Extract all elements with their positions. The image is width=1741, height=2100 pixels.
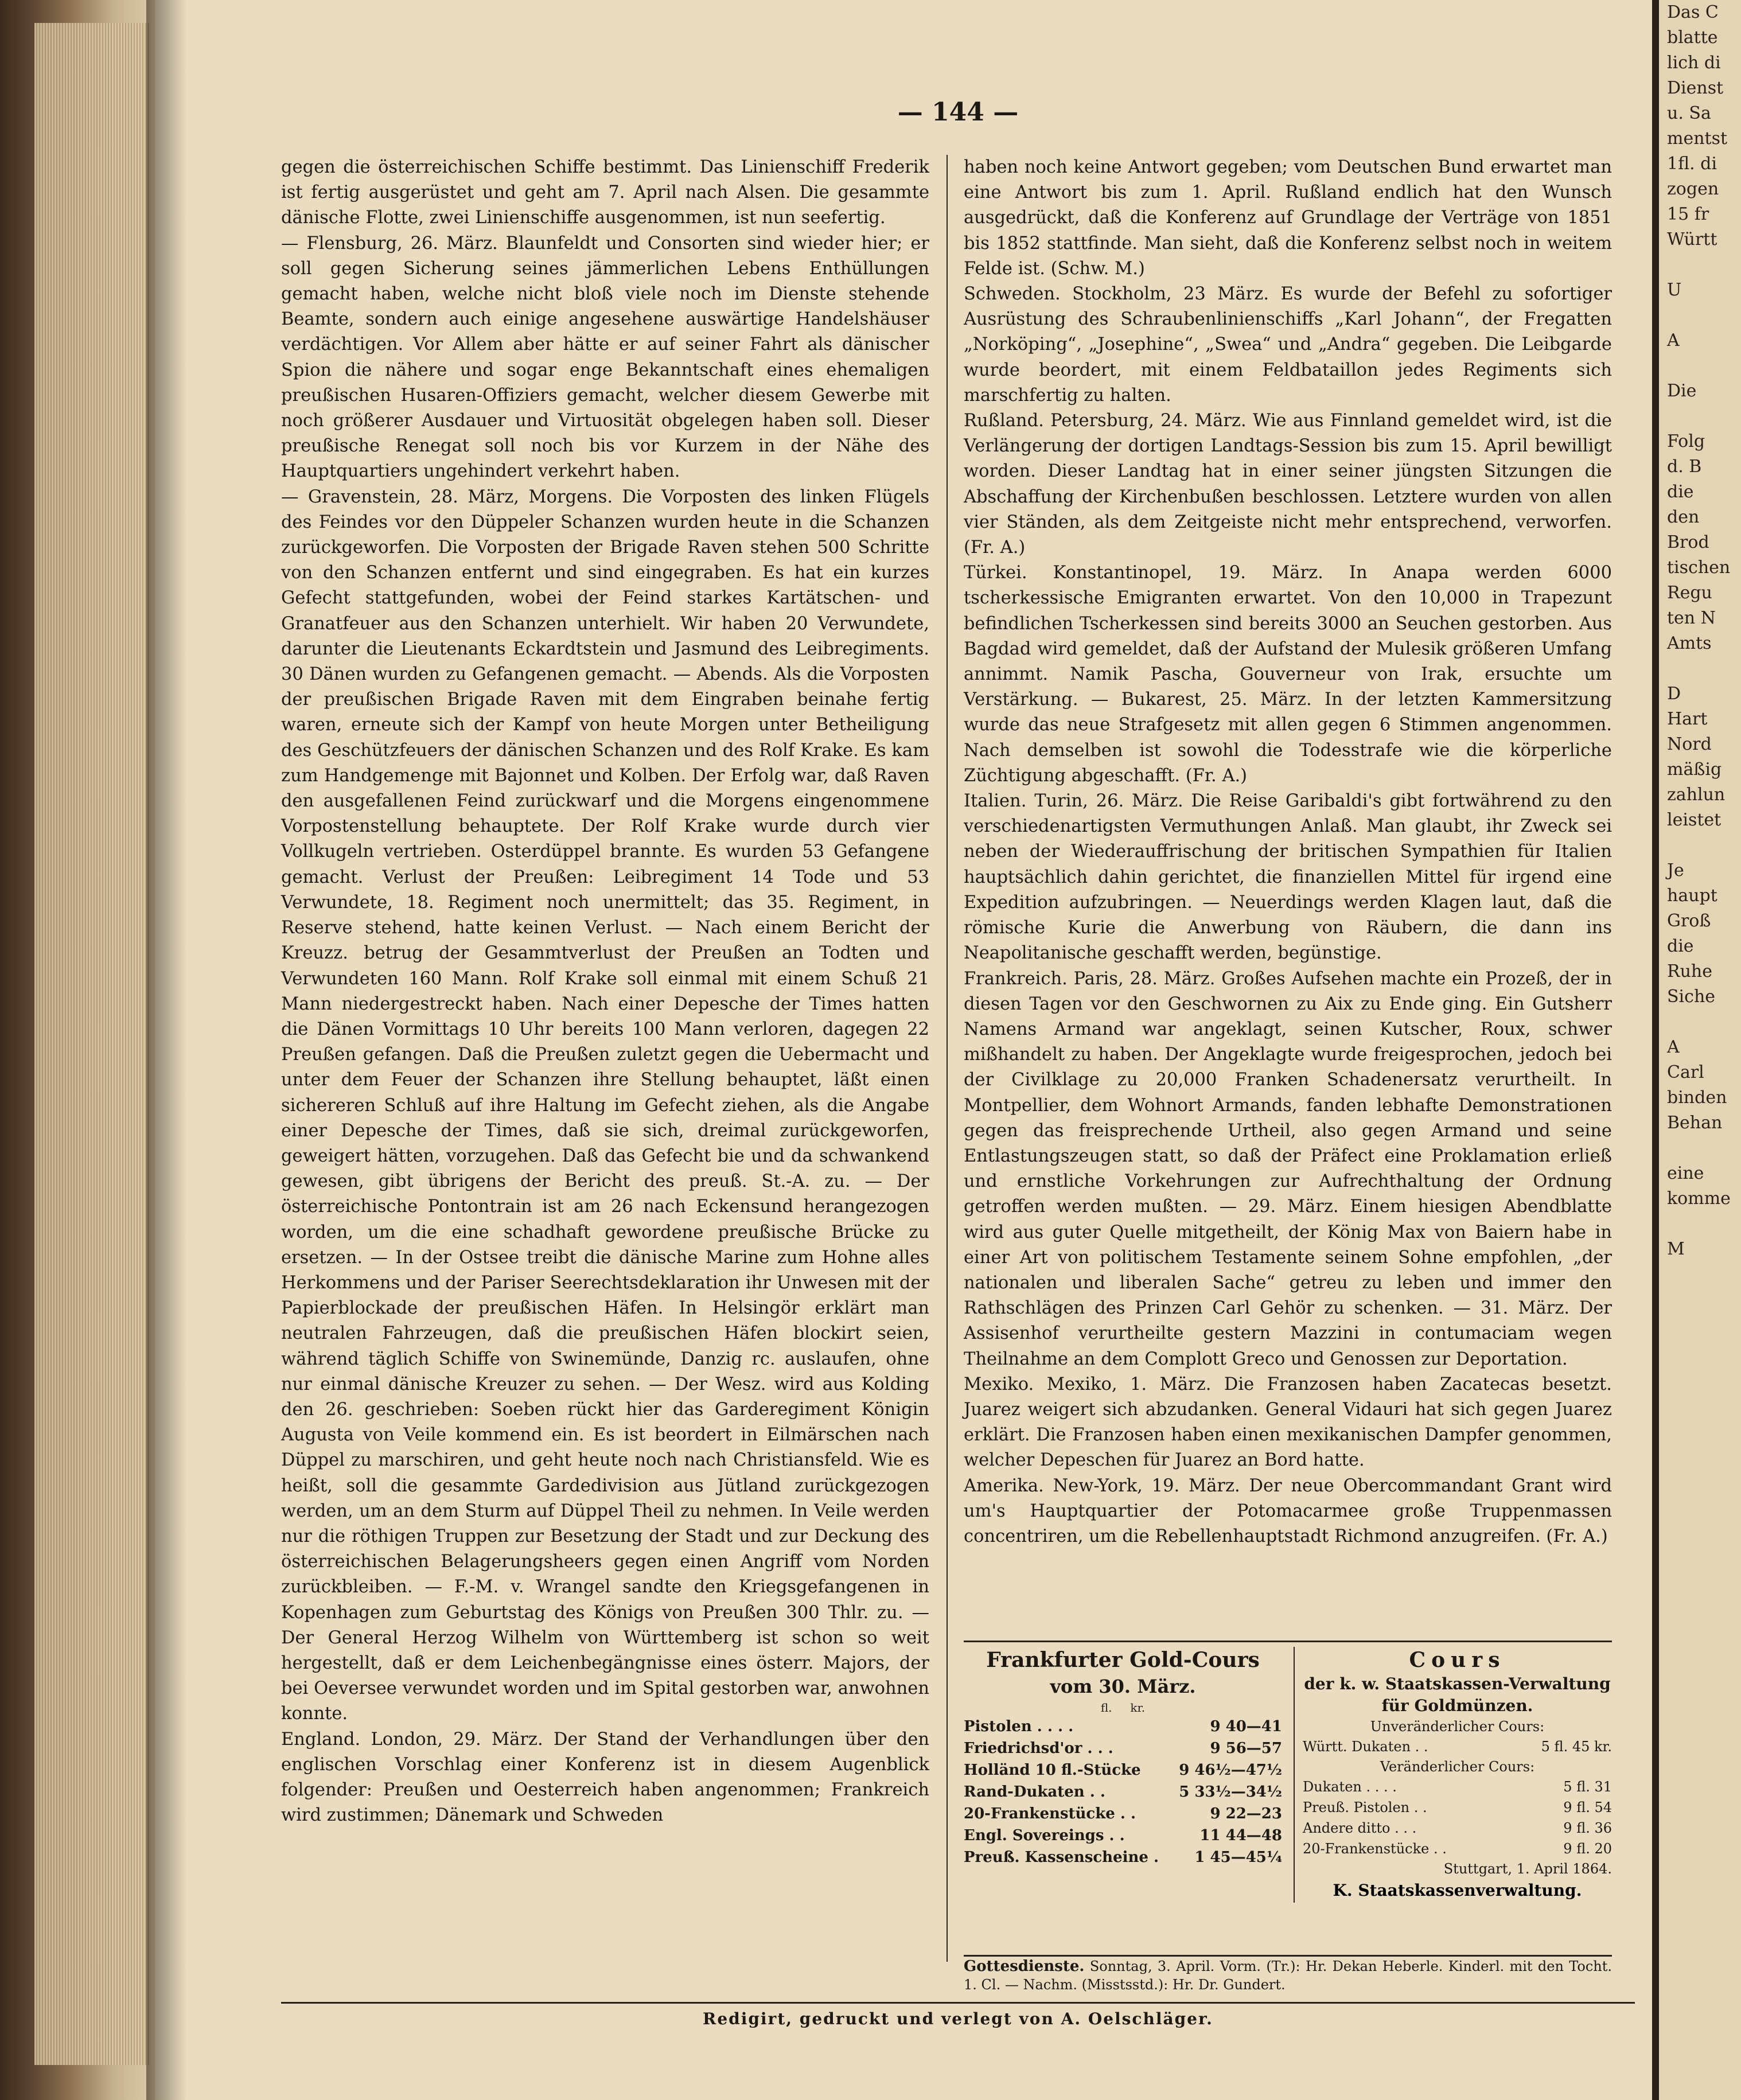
currency-rate: 9 56—57 (1210, 1740, 1282, 1757)
adjacent-page-text-fragment: mentst (1667, 128, 1728, 149)
adjacent-page-text-fragment: komme (1667, 1189, 1731, 1209)
right-column-paragraph: Italien. Turin, 26. März. Die Reise Garibaldi's gibt fortwährend zu den verschiedenartigsten Vermuthungen Anlaß. Man glaubt, ihr Zweck sei neben der Wiederauffrischung der britischen Sympathien für Italien hauptsächlich dahin gerichtet, die finanziellen Mittel für irgend eine Expedition aufzubringen. — Neuerdings werden Klagen laut, daß die römische Kurie die Anwerbung von Räubern, die dann ins Neapolitanische geschafft werden, begünstige. (964, 791, 1612, 964)
currency-rate: 11 44—48 (1199, 1827, 1282, 1844)
currency-name: Preuß. Pistolen . . (1303, 1799, 1427, 1815)
frankfurt-rate-row (964, 1716, 1282, 1737)
staatskasse-rate-row (1303, 1776, 1612, 1797)
currency-name: Andere ditto . . . (1303, 1820, 1417, 1836)
adjacent-page-text-fragment: lich di (1667, 53, 1721, 73)
column-divider (947, 155, 948, 1962)
adjacent-page-text-fragment: Nord (1667, 734, 1712, 754)
adjacent-page-text-fragment: A (1667, 330, 1680, 350)
adjacent-page-fragment (1652, 0, 1741, 2100)
currency-rate: 9 fl. 54 (1563, 1799, 1612, 1815)
left-column-paragraph: — Gravenstein, 28. März, Morgens. Die Vorposten des linken Flügels des Feindes vor den Düppeler Schanzen wurden heute in die Schanzen zurückgeworfen. Die Vorposten der Brigade Raven stehen 500 Schritte von den Schanzen entfernt und sind eingegraben. Es hat ein kurzes Gefecht stattgefunden, wobei der Feind starkes Kartätschen- und Granatfeuer aus den Schanzen unterhielt. Wir haben 20 Verwundete, darunter die Lieutenants Eckardtstein und Jasmund des Leibregiments. 30 Dänen wurden zu Gefangenen gemacht. — Abends. Als die Vorposten der preußischen Brigade Raven mit dem Eingraben beinahe fertig waren, erneute sich der Kampf von heute Morgen unter Betheiligung des Geschützfeuers der dänischen Schanzen und des Rolf Krake. Es kam zum Handgemenge mit Bajonnet und Kolben. Der Erfolg war, daß Raven den ausgefallenen Feind zurückwarf und die Morgens eingenommene Vorpostenstellung behauptete. Der Rolf Krake wurde durch vier Vollkugeln vertrieben. Osterdüppel brannte. Es wurden 53 Gefangene gemacht. Verlust der Preußen: Leibregiment 14 Tode und 53 Verwundete, 18. Regiment noch unermittelt; das 35. Regiment, in Reserve stehend, hatte keinen Verlust. — Nach einem Bericht der Kreuzz. betrug der Gesammtverlust der Preußen an Todten und Verwundeten 160 Mann. Rolf Krake soll einmal mit einem Schuß 21 Mann niedergestreckt haben. Nach einer Depesche der Times hatten die Dänen Vormittags 10 Uhr bereits 100 Mann verloren, dagegen 22 Preußen gefangen. Daß die Preußen zuletzt gegen die Uebermacht und unter dem Feuer der Schanzen ihre Stellung behauptet, läßt einen sichereren Schluß auf ihre Haltung im Gefecht ziehen, als die Angabe einer Depesche der Times, daß sie sich, dreimal zurückgeworfen, geweigert hätten, vorzugehen. Daß das Gefecht bie und da schwankend gewesen, gibt übrigens der Bericht des preuß. St.-A. zu. — Der österreichische Pontontrain ist am 26 nach Eckensund herangezogen worden, um die eine schadhaft gewordene preußische Brücke zu ersetzen. — In der Ostsee treibt die dänische Marine zum Hohne alles Herkommens und der Pariser Seerechtsdeklaration ihr Unwesen mit der Papierblockade der preußischen Häfen. In Helsingör erklärt man neutralen Fahrzeugen, daß die preußischen Häfen blockirt seien, während täglich Schiffe von Swinemünde, Danzig rc. auslaufen, ohne nur einmal dänische Kreuzer zu sehen. — Der Wesz. wird aus Kolding den 26. geschrieben: Soeben rückt hier das Garderegiment Königin Augusta von Veile kommend ein. Es ist beordert in Eilmärschen nach Düppel zu marschiren, und geht heute noch nach Christiansfeld. Wie es heißt, soll die gesammte Gardedivision aus Jütland zurückgezogen werden, um an dem Sturm auf Düppel Theil zu nehmen. In Veile werden nur die röthigen Truppen zur Besetzung der Stadt und zur Deckung des österreichischen Belagerungsheers gegen einen Angriff vom Norden zurückbleiben. — F.-M. v. Wrangel sandte den Kriegsgefangenen in Kopenhagen zum Geburtstag des Königs von Preußen 300 Thlr. zu. — Der General Herzog Wilhelm von Württemberg ist schon so weit hergestellt, daß er dem Leichenbegängnisse eines österr. Majors, der bei Oeversee verwundet worden und im Spital gestorben war, anwohnen konnte. (281, 486, 929, 1724)
currency-name: 20-Frankenstücke . . (964, 1805, 1136, 1822)
frankfurt-table-units (964, 1700, 1282, 1716)
currency-name: Pistolen . . . . (964, 1718, 1074, 1735)
currency-rate: 9 22—23 (1210, 1805, 1282, 1822)
currency-rate: 5 33½—34½ (1179, 1783, 1282, 1801)
adjacent-page-text-fragment: 15 fr (1667, 204, 1709, 224)
currency-name: Preuß. Kassenscheine . (964, 1849, 1159, 1866)
adjacent-page-text-fragment: zogen (1667, 179, 1719, 199)
section-variable: Veränderlicher Cours: (1380, 1759, 1535, 1775)
adjacent-page-text-fragment (1659, 1010, 1741, 1035)
currency-name: Rand-Dukaten . . (964, 1783, 1105, 1801)
frankfurt-rate-row (964, 1781, 1282, 1803)
currency-rate: 9 46½—47½ (1179, 1762, 1282, 1779)
currency-rate: 9 40—41 (1210, 1718, 1282, 1735)
frankfurt-table-title: Frankfurter Gold-Cours (986, 1648, 1260, 1672)
left-column (281, 155, 929, 1828)
staatskasse-rate-row (1303, 1736, 1612, 1757)
frankfurt-table-date: vom 30. März. (1050, 1676, 1196, 1697)
staatskasse-subtitle-2: für Goldmünzen. (1381, 1696, 1533, 1715)
staatskasse-date-line: Stuttgart, 1. April 1864. (1443, 1861, 1612, 1877)
currency-name: 20-Frankenstücke . . (1303, 1841, 1447, 1857)
adjacent-page-text-fragment: 1fl. di (1667, 154, 1717, 174)
currency-name: Engl. Sovereings . . (964, 1827, 1125, 1844)
adjacent-page-text-fragment: Hart (1667, 709, 1708, 729)
adjacent-page-text-fragment: Siche (1667, 987, 1716, 1007)
adjacent-page-text-fragment: tischen (1667, 558, 1731, 578)
church-services-label: Gottesdienste. (964, 1958, 1085, 1975)
right-column-paragraph: Amerika. New-York, 19. März. Der neue Obercommandant Grant wird um's Hauptquartier der Potomacarmee große Truppenmassen concentriren, um die Rebellenhauptstadt Richmond anzugreifen. (Fr. A.) (964, 1475, 1612, 1546)
section-unchanging: Unveränderlicher Cours: (1370, 1719, 1545, 1735)
frankfurt-rate-row (964, 1825, 1282, 1846)
adjacent-page-text-fragment: eine (1667, 1163, 1704, 1183)
adjacent-page-text-fragment: Brod (1667, 532, 1709, 552)
frankfurt-rate-row (964, 1737, 1282, 1759)
unit-kr: kr. (1130, 1701, 1146, 1715)
adjacent-page-text-fragment (1659, 353, 1741, 379)
frankfurt-rows (964, 1716, 1282, 1868)
adjacent-page-text-fragment: Regu (1667, 583, 1712, 603)
adjacent-page-text-fragment: Die (1667, 381, 1697, 401)
left-column-paragraph: gegen die österreichischen Schiffe bestimmt. Das Linienschiff Frederik ist fertig ausgerüstet und geht am 7. April nach Alsen. Die gesammte dänische Flotte, zwei Linienschiffe ausgenommen, ist nun seefertig. (281, 157, 929, 228)
currency-rate: 1 45—45¼ (1194, 1849, 1282, 1866)
gutter-shadow (146, 0, 186, 2100)
adjacent-page-text-fragment: Ruhe (1667, 961, 1712, 981)
adjacent-page-text-fragment: Württ (1667, 229, 1717, 250)
right-column-paragraph: haben noch keine Antwort gegeben; vom Deutschen Bund erwartet man eine Antwort bis zum 1. April. Rußland endlich hat den Wunsch ausgedrückt, daß die Konferenz auf Grundlage der Verträge von 1851 bis 1852 stattfinde. Man sieht, daß die Konferenz selbst noch in weitem Felde ist. (Schw. M.) (964, 157, 1612, 279)
left-column-paragraph: — Flensburg, 26. März. Blaunfeldt und Consorten sind wieder hier; er soll gegen Sicherung seines jämmerlichen Lebens Enthüllungen gemacht haben, welche nicht bloß viele noch im Dienste stehende Beamte, sondern auch einige angesehene auswärtige Handelshäuser verdächtigen. Vor Allem aber hätte er auf seiner Fahrt als dänischer Spion die nähere und sogar enge Bekanntschaft eines ehemaligen preußischen Husaren-Offiziers gemacht, welcher diesem Gewerbe mit noch größerer Ausdauer und Virtuosität obgelegen haben soll. Dieser preußische Renegat soll noch bis vor Kurzem in der Nähe des Hauptquartiers ungehindert verkehrt haben. (281, 233, 929, 482)
left-column-paragraph: England. London, 29. März. Der Stand der Verhandlungen über den englischen Vorschlag einer Konferenz ist in diesem Augenblick folgender: Preußen und Oesterreich haben angenommen; Frankreich wird zustimmen; Dänemark und Schweden (281, 1729, 929, 1826)
adjacent-page-text-fragment (1659, 252, 1741, 278)
adjacent-page-text-fragment: die (1667, 936, 1694, 956)
adjacent-page-text-fragment: den (1667, 507, 1700, 527)
adjacent-page-text-fragment: zahlun (1667, 785, 1726, 805)
right-column-paragraph: Mexiko. Mexiko, 1. März. Die Franzosen haben Zacatecas besetzt. Juarez weigert sich abzudanken. General Vidauri hat sich gegen Juarez erklärt. Die Franzosen haben einen mexikanischen Dampfer genommen, welcher Depeschen für Juarez an Bord hatte. (964, 1374, 1612, 1471)
adjacent-page-text-fragment: mäßig (1667, 759, 1722, 780)
adjacent-page-text-fragment: Amts (1667, 633, 1712, 653)
adjacent-page-text-fragment: U (1667, 280, 1682, 300)
adjacent-page-text-fragment: A (1667, 1037, 1680, 1057)
adjacent-page-text-fragment: Behan (1667, 1113, 1723, 1133)
adjacent-page-text-fragment: M (1667, 1239, 1685, 1259)
adjacent-page-text-fragment (1659, 656, 1741, 681)
adjacent-page-text-fragment (1659, 1136, 1741, 1161)
right-column (964, 155, 1612, 1549)
adjacent-page-text-fragment: Das C (1667, 2, 1719, 22)
adjacent-page-text-fragment: D (1667, 684, 1681, 704)
adjacent-page-text-fragment (1659, 833, 1741, 858)
frankfurt-rate-row (964, 1846, 1282, 1868)
adjacent-page-text-fragment: haupt (1667, 886, 1717, 906)
right-column-paragraph: Türkei. Konstantinopel, 19. März. In Anapa werden 6000 tscherkessische Emigranten erwartet. Von den 10,000 in Trapezunt befindlichen Tscherkessen sind bereits 3000 an Seuchen gestorben. Aus Bagdad wird gemeldet, daß der Aufstand der Mulesik größeren Umfang annimmt. Namik Pascha, Gouverneur von Irak, ersuchte um Verstärkung. — Bukarest, 25. März. In der letzten Kammersitzung wurde das neue Strafgesetz mit allen gegen 6 Stimmen angenommen. Nach demselben ist sowohl die Todesstrafe wie die körperliche Züchtigung abgeschafft. (Fr. A.) (964, 563, 1612, 786)
publisher-imprint: Redigirt, gedruckt und verlegt von A. Oelschläger. (281, 2002, 1635, 2028)
currency-rate: 9 fl. 20 (1563, 1841, 1612, 1857)
staatskasse-rate-row (1303, 1797, 1612, 1818)
adjacent-page-text-fragment: Carl (1667, 1062, 1704, 1082)
adjacent-page-text-fragment: d. B (1667, 457, 1702, 477)
adjacent-page-text-fragment: Folg (1667, 431, 1705, 451)
staatskasse-rate-row (1303, 1818, 1612, 1838)
adjacent-page-text-fragment: blatte (1667, 28, 1718, 48)
frankfurt-rate-row (964, 1759, 1282, 1781)
page-edges (34, 23, 149, 2065)
adjacent-page-text-fragment: ten N (1667, 608, 1716, 628)
adjacent-page-text-fragment: leistet (1667, 810, 1721, 830)
adjacent-page-text-fragment: Dienst (1667, 78, 1724, 98)
church-services-notice (964, 1957, 1612, 1994)
adjacent-page-text-fragment: binden (1667, 1088, 1727, 1108)
staatskasse-rows-fixed (1303, 1736, 1612, 1757)
adjacent-page-text-fragment (1659, 404, 1741, 429)
exchange-rate-tables (964, 1641, 1612, 1957)
currency-name: Holländ 10 fl.-Stücke (964, 1762, 1141, 1779)
staatskasse-rows-variable (1303, 1776, 1612, 1859)
right-column-paragraph: Schweden. Stockholm, 23 März. Es wurde der Befehl zu sofortiger Ausrüstung des Schraubenlinienschiffs „Karl Johann“, der Fregatten „Norköping“, „Josephine“, „Swea“ und „Andra“ gegeben. Die Leibgarde wurde beordert, mit einem Feldbataillon jedes Regiments sich marschfertig zu halten. (964, 284, 1612, 406)
adjacent-page-text-fragment: Groß (1667, 911, 1711, 931)
staatskasse-course-table (1294, 1647, 1612, 1903)
unit-fl: fl. (1100, 1701, 1112, 1715)
currency-rate: 5 fl. 45 kr. (1541, 1739, 1612, 1755)
adjacent-page-text-fragment: die (1667, 482, 1694, 502)
adjacent-page-text-fragment (1659, 1211, 1741, 1237)
adjacent-page-text-fragment (1659, 303, 1741, 328)
frankfurt-rate-row (964, 1803, 1282, 1825)
adjacent-page-text-fragment: u. Sa (1667, 103, 1711, 123)
church-services-text: Sonntag, 3. April. Vorm. (Tr.): Hr. Dekan Heberle. Kinderl. mit den Tocht. 1. Cl. — Nachm. (Misstsstd.): Hr. Dr. Gundert. (964, 1958, 1612, 1993)
page-number: — 144 — (897, 98, 1019, 127)
staatskasse-signature: K. Staatskassenverwaltung. (1333, 1881, 1582, 1900)
currency-name: Friedrichsd'or . . . (964, 1740, 1113, 1757)
right-column-paragraph: Frankreich. Paris, 28. März. Großes Aufsehen machte ein Prozeß, der in diesen Tagen vor den Geschwornen zu Aix zu Ende ging. Ein Gutsherr Namens Armand war angeklagt, seinen Kutscher, Roux, schwer mißhandelt zu haben. Der Angeklagte wurde freigesprochen, jedoch bei der Civilklage zu 20,000 Franken Schadenersatz verurtheilt. In Montpellier, dem Wohnort Armands, fanden lebhafte Demonstrationen gegen das freisprechende Urtheil, also gegen Armand und seine Entlastungszeugen statt, so daß der Präfect eine Proklamation erließ und ernstliche Vorkehrungen zur Aufrechthaltung der Ordnung getroffen werden mußten. — 29. März. Einem hiesigen Abendblatte wird aus guter Quelle mitgetheilt, der König Max von Baiern habe in einer Art von politischem Testamente seinem Sohne empfohlen, „der nationalen und liberalen Sache“ getreu zu leben und immer den Rathschlägen des Prinzen Carl Gehör zu schenken. — 31. März. Der Assisenhof verurtheilte gestern Mazzini in contumaciam wegen Theilnahme an dem Complott Greco und Genossen zur Deportation. (964, 968, 1612, 1369)
currency-rate: 5 fl. 31 (1563, 1779, 1612, 1795)
staatskasse-rate-row (1303, 1838, 1612, 1859)
right-column-paragraph: Rußland. Petersburg, 24. März. Wie aus Finnland gemeldet wird, ist die Verlängerung der dortigen Landtags-Session bis zum 15. April bewilligt worden. Dieser Landtag hat in einer seiner jüngsten Sitzungen die Abschaffung der Kirchenbußen beschlossen. Letztere wurden von allen vier Ständen, als dem Zeitgeiste nicht mehr entsprechend, verworfen. (Fr. A.) (964, 411, 1612, 558)
frankfurt-gold-course-table (964, 1647, 1282, 1868)
currency-name: Dukaten . . . . (1303, 1779, 1397, 1795)
currency-rate: 9 fl. 36 (1563, 1820, 1612, 1836)
staatskasse-subtitle: der k. w. Staatskassen-Verwaltung (1304, 1674, 1611, 1693)
currency-name: Württ. Dukaten . . (1303, 1739, 1428, 1755)
adjacent-page-text-fragment: Je (1667, 860, 1684, 880)
staatskasse-title: Cours (1409, 1648, 1506, 1672)
